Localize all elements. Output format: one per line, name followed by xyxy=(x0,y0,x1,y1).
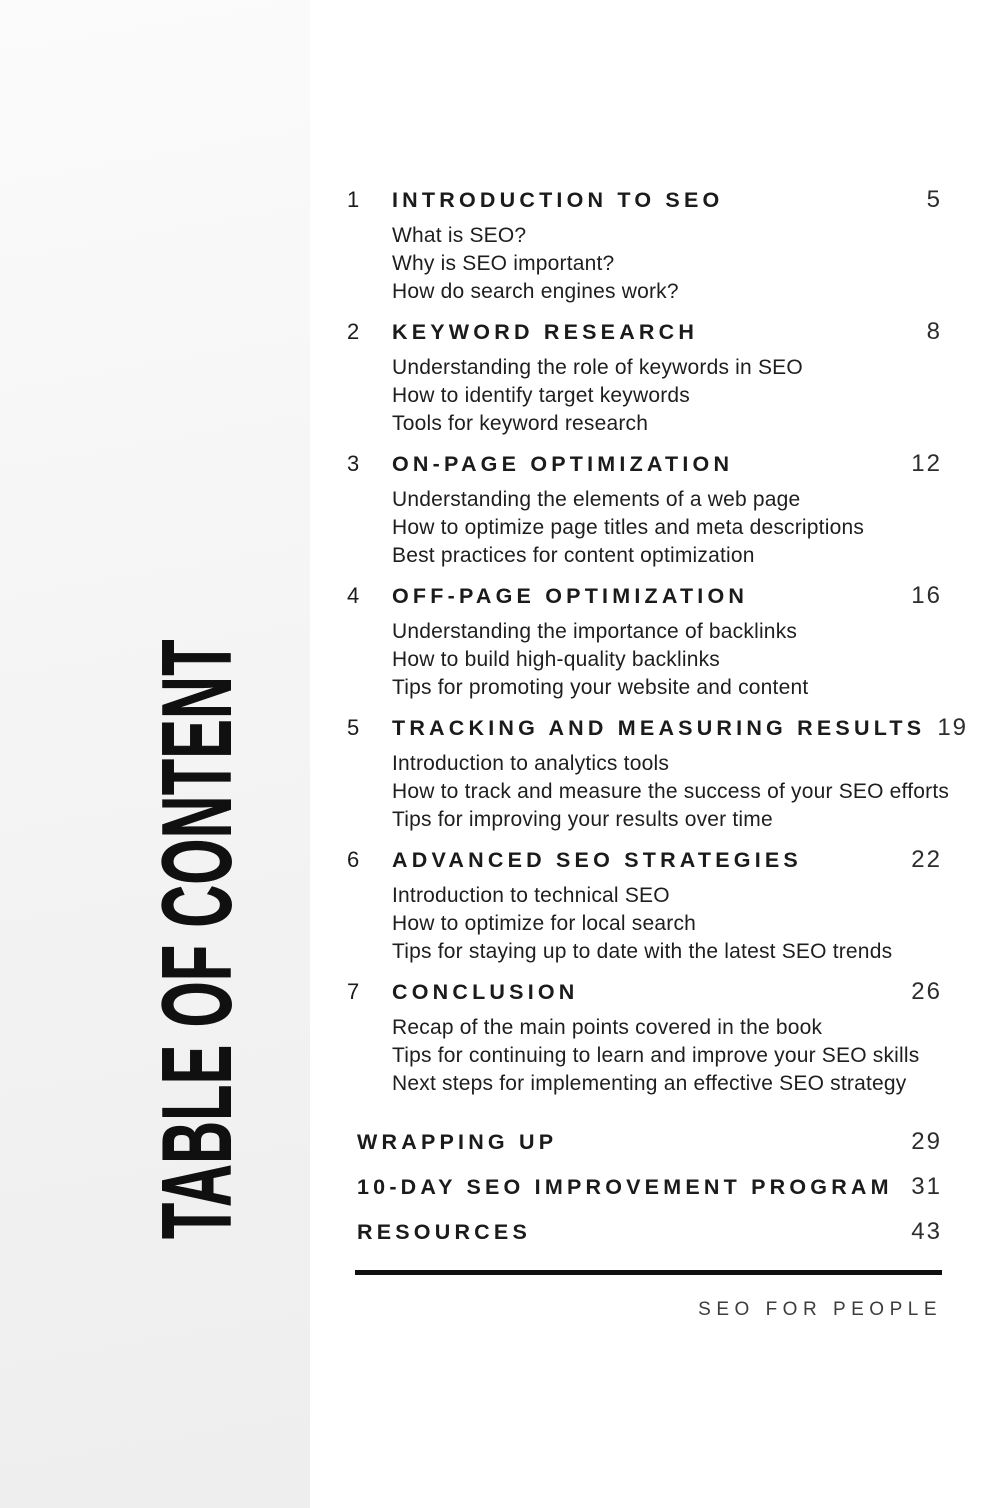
toc-chapter xyxy=(347,846,942,966)
chapter-title: OFF-PAGE OPTIMIZATION xyxy=(392,584,749,608)
subitem: Tips for promoting your website and content xyxy=(392,676,809,699)
extra-row xyxy=(357,1218,942,1246)
chapter-page-number: 5 xyxy=(926,186,942,213)
subitem: How to optimize for local search xyxy=(392,912,697,935)
chapter-title: TRACKING AND MEASURING RESULTS xyxy=(392,716,926,740)
subitem: How to optimize page titles and meta descriptions xyxy=(392,516,865,539)
chapter-subitems xyxy=(392,354,942,438)
chapter-page-number: 22 xyxy=(911,846,942,873)
subitem: Understanding the importance of backlinks xyxy=(392,620,798,643)
subitem: Next steps for implementing an effective SEO strategy xyxy=(392,1072,907,1095)
toc-chapter xyxy=(347,714,969,834)
toc-chapter xyxy=(347,318,942,438)
extra-title: WRAPPING UP xyxy=(357,1130,558,1154)
chapter-number: 3 xyxy=(347,451,360,476)
chapter-subitems xyxy=(392,882,942,966)
extra-page-number: 31 xyxy=(911,1173,942,1200)
extra-page-number: 29 xyxy=(911,1128,942,1155)
footer-divider-rule xyxy=(355,1270,942,1275)
subitem: How to build high-quality backlinks xyxy=(392,648,720,671)
chapter-heading-row xyxy=(347,582,942,610)
subitem: How do search engines work? xyxy=(392,280,679,303)
subitem: Tools for keyword research xyxy=(392,412,649,435)
subitem: Recap of the main points covered in the book xyxy=(392,1016,823,1039)
toc-chapter xyxy=(347,582,942,702)
chapter-number: 2 xyxy=(347,319,360,344)
subitem: What is SEO? xyxy=(392,224,527,247)
chapter-title: KEYWORD RESEARCH xyxy=(392,320,699,344)
subitem: Introduction to analytics tools xyxy=(392,752,670,775)
chapter-heading-row xyxy=(347,846,942,874)
toc-chapter xyxy=(347,978,942,1098)
extra-title: 10-DAY SEO IMPROVEMENT PROGRAM xyxy=(357,1175,893,1199)
toc-chapter xyxy=(347,450,942,570)
subitem: Understanding the role of keywords in SEO xyxy=(392,356,803,379)
chapter-number: 6 xyxy=(347,847,360,872)
chapter-title: CONCLUSION xyxy=(392,980,579,1004)
chapter-heading-row xyxy=(347,714,969,742)
subitem: How to identify target keywords xyxy=(392,384,690,407)
chapter-number: 1 xyxy=(347,187,360,212)
extra-row xyxy=(357,1173,942,1201)
subitem: Best practices for content optimization xyxy=(392,544,755,567)
subitem: Understanding the elements of a web page xyxy=(392,488,801,511)
subitem: How to track and measure the success of your SEO efforts xyxy=(392,780,950,803)
chapter-heading-row xyxy=(347,186,942,214)
subitem: Tips for improving your results over time xyxy=(392,808,773,831)
chapter-heading-row xyxy=(347,978,942,1006)
chapter-heading-row xyxy=(347,450,942,478)
toc-extra-sections xyxy=(357,1128,942,1246)
toc-content xyxy=(310,0,1005,1321)
chapter-subitems xyxy=(392,1014,942,1098)
chapter-title: ON-PAGE OPTIMIZATION xyxy=(392,452,734,476)
chapter-number: 5 xyxy=(347,715,360,740)
chapter-title: INTRODUCTION TO SEO xyxy=(392,188,724,212)
chapter-subitems xyxy=(392,750,950,834)
chapter-page-number: 8 xyxy=(926,318,942,345)
chapter-page-number: 16 xyxy=(911,582,942,609)
chapter-page-number: 26 xyxy=(911,978,942,1005)
chapter-subitems xyxy=(392,618,942,702)
chapter-subitems xyxy=(392,486,942,570)
chapter-heading-row xyxy=(347,318,942,346)
left-panel xyxy=(0,0,310,1508)
chapter-subitems xyxy=(392,222,942,306)
chapter-number: 4 xyxy=(347,583,360,608)
footer-brand: SEO FOR PEOPLE xyxy=(698,1299,942,1320)
toc-chapter xyxy=(347,186,942,306)
chapter-page-number: 19 xyxy=(937,714,969,741)
subitem: Tips for continuing to learn and improve your SEO skills xyxy=(392,1044,920,1067)
chapter-number: 7 xyxy=(347,979,360,1004)
subitem: Tips for staying up to date with the latest SEO trends xyxy=(392,940,893,963)
chapter-title: ADVANCED SEO STRATEGIES xyxy=(392,848,802,872)
chapter-page-number: 12 xyxy=(911,450,942,477)
subitem: Why is SEO important? xyxy=(392,252,615,275)
extra-title: RESOURCES xyxy=(357,1220,531,1244)
extra-page-number: 43 xyxy=(911,1218,942,1245)
page-title: TABLE OF CONTENT xyxy=(141,639,252,1239)
subitem: Introduction to technical SEO xyxy=(392,884,670,907)
extra-row xyxy=(357,1128,942,1156)
